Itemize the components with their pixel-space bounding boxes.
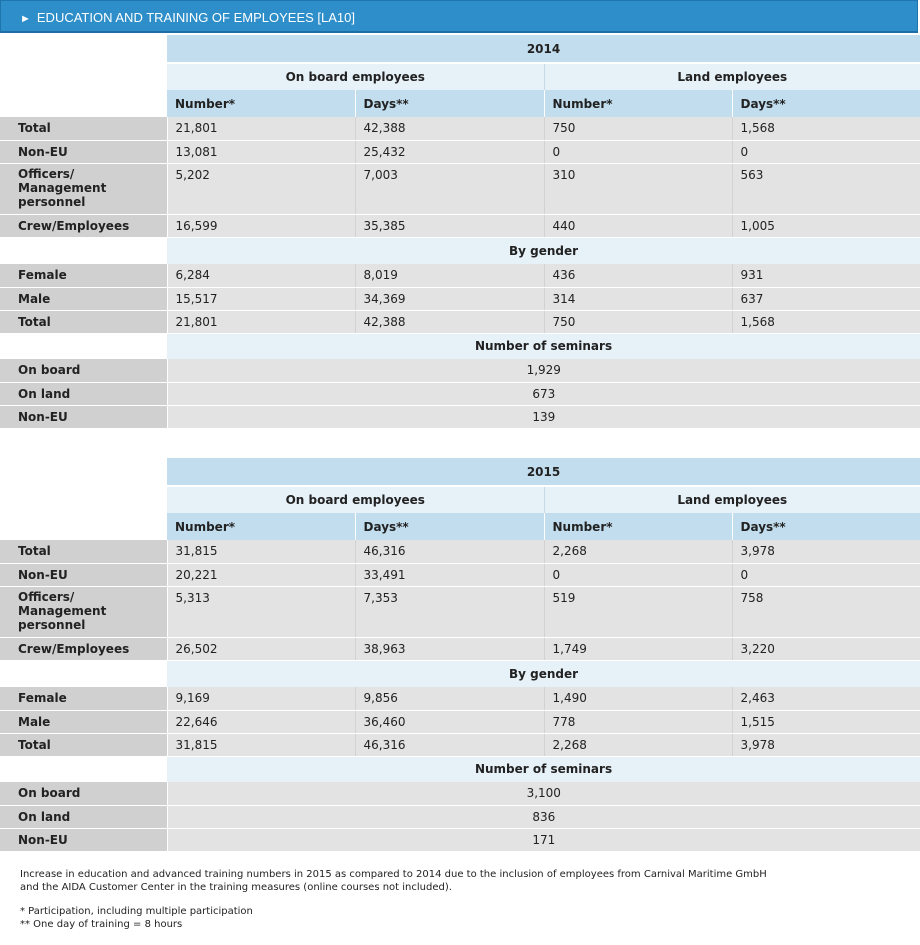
- cell-value: 22,646: [167, 710, 355, 733]
- seminar-count: 1,929: [167, 359, 920, 382]
- cell-value: 7,003: [355, 163, 544, 214]
- cell-value: 2,463: [732, 687, 920, 710]
- cell-value: 2,268: [544, 733, 732, 756]
- cell-value: 5,313: [167, 586, 355, 637]
- cell-value: 0: [732, 140, 920, 163]
- cell-value: 1,749: [544, 637, 732, 660]
- section-title-seminars: Number of seminars: [167, 333, 920, 359]
- row-label: Non-EU: [0, 828, 167, 851]
- section-title-by-gender: By gender: [167, 660, 920, 687]
- cell-value: 13,081: [167, 140, 355, 163]
- footnote-training-day: ** One day of training = 8 hours: [20, 919, 183, 930]
- cell-value: 20,221: [167, 563, 355, 586]
- table-row: [0, 117, 920, 140]
- row-label: Non-EU: [0, 563, 167, 586]
- cell-value: 0: [544, 563, 732, 586]
- column-header: Number*: [167, 90, 355, 117]
- cell-value: 314: [544, 287, 732, 310]
- cell-value: 0: [544, 140, 732, 163]
- cell-value: 6,284: [167, 264, 355, 287]
- table-row: [0, 805, 920, 828]
- column-header: Days**: [355, 90, 544, 117]
- cell-value: 36,460: [355, 710, 544, 733]
- cell-value: 21,801: [167, 117, 355, 140]
- row-label: On board: [0, 782, 167, 805]
- cell-value: 3,978: [732, 733, 920, 756]
- cell-value: 1,568: [732, 117, 920, 140]
- cell-value: 0: [732, 563, 920, 586]
- row-label: Officers/ Management personnel: [0, 586, 167, 637]
- table-row: [0, 359, 920, 382]
- cell-value: 46,316: [355, 540, 544, 563]
- cell-value: 9,169: [167, 687, 355, 710]
- cell-value: 3,978: [732, 540, 920, 563]
- cell-value: 7,353: [355, 586, 544, 637]
- cell-value: 778: [544, 710, 732, 733]
- table-row: [0, 405, 920, 428]
- table-row: [0, 264, 920, 287]
- table-row: [0, 733, 920, 756]
- seminar-count: 171: [167, 828, 920, 851]
- table-row: [0, 140, 920, 163]
- seminar-count: 139: [167, 405, 920, 428]
- table-row: [0, 163, 920, 214]
- training-table-2015: [0, 458, 920, 852]
- row-label: Total: [0, 540, 167, 563]
- cell-value: 31,815: [167, 540, 355, 563]
- section-title-seminars: Number of seminars: [167, 756, 920, 782]
- table-row: [0, 310, 920, 333]
- table-row: [0, 828, 920, 851]
- cell-value: 758: [732, 586, 920, 637]
- cell-value: 46,316: [355, 733, 544, 756]
- section-title: EDUCATION AND TRAINING OF EMPLOYEES [LA10]: [36, 10, 355, 25]
- table-row: [0, 287, 920, 310]
- year-header: 2014: [167, 35, 920, 63]
- cell-value: 42,388: [355, 310, 544, 333]
- cell-value: 5,202: [167, 163, 355, 214]
- row-label: Officers/ Management personnel: [0, 163, 167, 214]
- cell-value: 750: [544, 310, 732, 333]
- row-label: Crew/Employees: [0, 214, 167, 237]
- cell-value: 637: [732, 287, 920, 310]
- row-label: Male: [0, 710, 167, 733]
- table-row: [0, 563, 920, 586]
- row-label: Total: [0, 733, 167, 756]
- row-label: Male: [0, 287, 167, 310]
- row-label: Total: [0, 117, 167, 140]
- seminar-count: 673: [167, 382, 920, 405]
- table-row: [0, 382, 920, 405]
- column-header: Number*: [544, 513, 732, 540]
- group-header-on-board: On board employees: [167, 486, 544, 513]
- group-header-on-board: On board employees: [167, 63, 544, 90]
- row-label: Total: [0, 310, 167, 333]
- table-row: [0, 214, 920, 237]
- cell-value: 31,815: [167, 733, 355, 756]
- cell-value: 1,490: [544, 687, 732, 710]
- cell-value: 563: [732, 163, 920, 214]
- cell-value: 25,432: [355, 140, 544, 163]
- cell-value: 34,369: [355, 287, 544, 310]
- cell-value: 16,599: [167, 214, 355, 237]
- cell-value: 1,568: [732, 310, 920, 333]
- cell-value: 1,005: [732, 214, 920, 237]
- cell-value: 9,856: [355, 687, 544, 710]
- cell-value: 440: [544, 214, 732, 237]
- table-row: [0, 687, 920, 710]
- row-label: Female: [0, 264, 167, 287]
- cell-value: 26,502: [167, 637, 355, 660]
- section-title-by-gender: By gender: [167, 237, 920, 264]
- row-label: Crew/Employees: [0, 637, 167, 660]
- cell-value: 21,801: [167, 310, 355, 333]
- cell-value: 35,385: [355, 214, 544, 237]
- cell-value: 519: [544, 586, 732, 637]
- column-header: Days**: [732, 90, 920, 117]
- cell-value: 38,963: [355, 637, 544, 660]
- cell-value: 750: [544, 117, 732, 140]
- table-row: [0, 782, 920, 805]
- note-line: Increase in education and advanced training numbers in 2015 as compared to 2014 due to the inclusion of employees from Carnival Maritime GmbH: [20, 869, 767, 880]
- table-row: [0, 710, 920, 733]
- column-header: Days**: [732, 513, 920, 540]
- cell-value: 931: [732, 264, 920, 287]
- section-header[interactable]: [0, 0, 918, 33]
- cell-value: 33,491: [355, 563, 544, 586]
- training-table-2014: [0, 35, 920, 429]
- row-label: On land: [0, 382, 167, 405]
- column-header: Number*: [544, 90, 732, 117]
- column-header: Days**: [355, 513, 544, 540]
- cell-value: 15,517: [167, 287, 355, 310]
- footnote-participation: * Participation, including multiple participation: [20, 906, 253, 917]
- footnotes: [20, 868, 880, 931]
- cell-value: 1,515: [732, 710, 920, 733]
- seminar-count: 836: [167, 805, 920, 828]
- cell-value: 436: [544, 264, 732, 287]
- cell-value: 8,019: [355, 264, 544, 287]
- cell-value: 2,268: [544, 540, 732, 563]
- group-header-land: Land employees: [544, 486, 920, 513]
- column-header: Number*: [167, 513, 355, 540]
- note-line: and the AIDA Customer Center in the training measures (online courses not included).: [20, 882, 452, 893]
- cell-value: 310: [544, 163, 732, 214]
- table-row: [0, 586, 920, 637]
- seminar-count: 3,100: [167, 782, 920, 805]
- group-header-land: Land employees: [544, 63, 920, 90]
- expand-triangle-icon: ►: [20, 13, 31, 25]
- cell-value: 3,220: [732, 637, 920, 660]
- table-row: [0, 637, 920, 660]
- row-label: On land: [0, 805, 167, 828]
- year-header: 2015: [167, 458, 920, 486]
- row-label: Non-EU: [0, 140, 167, 163]
- row-label: On board: [0, 359, 167, 382]
- table-row: [0, 540, 920, 563]
- row-label: Female: [0, 687, 167, 710]
- cell-value: 42,388: [355, 117, 544, 140]
- row-label: Non-EU: [0, 405, 167, 428]
